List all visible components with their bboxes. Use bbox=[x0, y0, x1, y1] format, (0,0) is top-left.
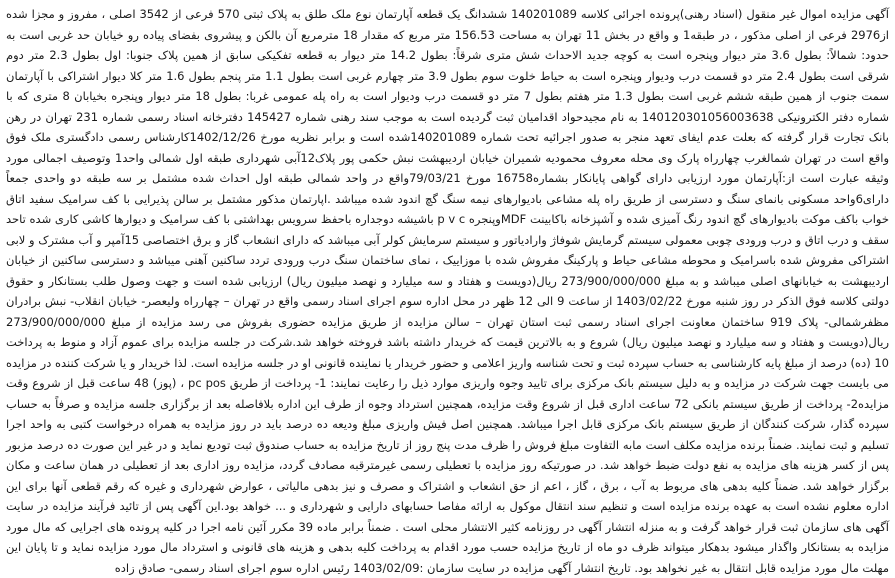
auction-notice-text: آگهی مزایده اموال غیر منقول (اسناد رهنی)پرونده اجرائی کلاسه 140201089 ششدانگ یک قطعه آپارتمان نوع ملک طلق به پلاک ثبتی 570 فرعی از 3542 اصلی ، مفروز و مجزا شده از2976 فرعی از اصلی مذکور ، در طبقه1 و واقع در بخش 11 تهران به مساحت 156.53 متر مربع که مقدار 18 مترمربع آن بالکن و پیشروی بفضای پیاده رو خیابان حد غربی است به حدود: شمالاً: بطول 3.6 متر دیوار وپنجره است به کوچه جدید الاحداث شش متری شرقاً: بطول 14.2 متر دیوار به قطعه تفکیکی سابق از همین پلاک جنوبا: اول بطول 2.3 متر دوم شرقی است بطول 2.4 متر دو قسمت درب ودیوار وپنجره است به حیاط خلوت سوم بطول 3.9 متر چهارم غربی است بطول 1.1 متر پنجم بطول 1.6 متر کلا دیوار اشتراکی با آپارتمان سمت جنوب از همین طبقه ششم غربی است بطول 1.3 متر هفتم بطول 7 متر دو قسمت درب ودیوار است به راه پله عمومی غربا: بطول 18 متر دیوار وپنجره بخیابان 8 متری که با شماره دفتر الکترونیکی 140120301056003638 به نام مجیدحواد اقدامیان ثبت گردیده است به موجب سند رهنی شماره 145427 دفترخانه اسناد رسمی شماره 231 تهران در رهن بانک تجارت قرار گرفته که بعلت عدم ایفای تعهد منجر به صدور اجرائیه تحت شماره 140201089شده است و برابر نظریه مورخ 1402/12/26کارشناس رسمی دادگستری ملک فوق واقع است در تهران شمالغرب چهارراه پارک وی محله معروف محمودیه شمیران خیابان اردیبهشت نبش حکمی پور پلاک12آبی شهرداری طبقه اول شمالی واحد1 وتوصیف اجمالی مورد وثیقه عبارت است از:آپارتمان مورد ارزیابی دارای گواهی پایانکار بشماره16758 مورخ 79/03/21واقع در واحد شمالی طبقه اول احداث شده مشتمل بر سه طبقه دو واحدی جمعاً دارای6واحد مسکونی بانمای سنگ و دسترسی از طریق راه پله مشاعی بادیوارهای نیمه سنگ گچ اندود شده میباشد .اپارتمان مذکور مشتمل بر سالن پذیرایی با کف سرامیک سفید اتاق خواب باکف موکت بادیوارهای گچ اندود رنگ آمیزی شده و آشپزخانه باکابینت MDFوپنجره p v c باشیشه دوجداره باحفظ سرویس بهداشتی با کف سرامیک و دیوارها کاشی کاری شده تاحد سقف و درب اتاق و درب ورودی چوبی معمولی سیستم گرمایش شوفاژ وارادیاتور و سیستم سرمایش کولر آبی میباشد که دارای انشعاب گاز و برق اختصاصی 15آمپر و آب مشترک و لابی اشتراکی مفروش شده باسرامیک و محوطه مشاعی حیاط و پارکینگ مفروش شده با موزاییک ، نمای ساختمان سنگ درب ورودی تردد ساکنین آهنی میباشد و دسترسی ساکنین از خیابان اردیبهشت به خیابانهای اصلی میباشد و به مبلغ 273/900/000/000 ریال(دویست و هفتاد و سه میلیارد و نهصد میلیون ریال) ارزیابی شده است و جهت وصول طلب بستانکار و حقوق دولتی کلاسه فوق الذکر در روز شنبه مورخ 1403/02/22 از ساعت 9 الی 12 ظهر در محل اداره سوم اجرای اسناد رسمی واقع در تهران – چهارراه ولیعصر- خیابان انقلاب- نبش برادران مظفرشمالی- پلاک 919 ساختمان معاونت اجرای اسناد رسمی ثبت استان تهران – سالن مزایده از طریق مزایده حضوری بفروش می رسد مزایده از مبلغ 273/900/000/000 ریال(دویست و هفتاد و سه میلیارد و نهصد میلیون ریال) شروع و به بالاترین قیمت که خریدار داشته باشد فروخته خواهد شد.شرکت در جلسه مزایده برای عموم آزاد و منوط به پرداخت 10 (ده) درصد از مبلغ پایه کارشناسی به حساب سپرده ثبت و تحت شناسه واریز اعلامی و حضور خریدار یا نماینده قانونی او در جلسه مزایده است. لذا خریدار و یا شرکت کننده در مزایده می بایست جهت شرکت در مزایده و به دلیل سیستم بانک مرکزی برای تایید وجوه واریزی موارد ذیل را رعایت نمایند: 1- پرداخت از طریق pc pos ، (پوز) 48 ساعت قبل از شروع وقت مزایده2- پرداخت از طریق سیستم بانکی 72 ساعت اداری قبل از شروع وقت مزایده، همچنین استرداد وجوه از طرف این اداره بلافاصله بعد از برگزاری جلسه مزایده و صرفاً به حساب سپرده گذار، شرکت کنندگان از طریق سیستم بانک مرکزی قابل اجرا میباشد. همچنین اصل فیش واریزی مبلغ ودیعه ده درصد باید در روز مزایده به همراه درخواست کتبی به واحد اجرا تسلیم و ثبت نمایند. ضمناً برنده مزایده مکلف است مابه التفاوت مبلغ فروش را ظرف مدت پنج روز از تاریخ مزایده به حساب صندوق ثبت تودیع نماید و در غیر این صورت ده درصد مزبور پس از کسر هزینه های مزایده به نفع دولت ضبط خواهد شد. در صورتیکه روز مزایده با تعطیلی رسمی غیرمترقبه مصادف گردد، مزایده روز اداری بعد از تعطیلی در همان ساعت و مکان برگزار خواهد شد. ضمناً کلیه بدهی های مربوط به آب ، برق ، گاز ، اعم از حق انشعاب و اشتراک و مصرف و نیز بدهی مالیاتی ، عوارض شهرداری و غیره که رقم قطعی آنها برای این اداره معلوم نشده است به عهده برنده مزایده است و تنظیم سند انتقال موکول به ارائه مفاصا حسابهای دارایی و شهرداری و ... خواهد بود.این آگهی پس از تائید فرآیند مزایده در سایت آگهی های سازمان ثبت قرار خواهد گرفت و به منزله انتشار آگهی در روزنامه کثیر الانتشار محلی است . ضمناً برابر ماده 39 مکرر آئین نامه اجرا در کلیه پرونده های اجرایی که مال مورد مزایده به بستانکار واگذار میشود بدهکار میتواند ظرف دو ماه از تاریخ مزایده حسب مورد اقدام به پرداخت کلیه بدهی و هزینه های قانونی و استرداد مال مورد مزایده نماید و تا پایان این مهلت مال مورد مزایده قابل انتقال به غیر نخواهد بود. تاریخ انتشار آگهی مزایده در سایت سازمان :1403/02/09 رئیس اداره سوم اجرای اسناد رسمی- صادق زاده bbox=[6, 7, 890, 575]
